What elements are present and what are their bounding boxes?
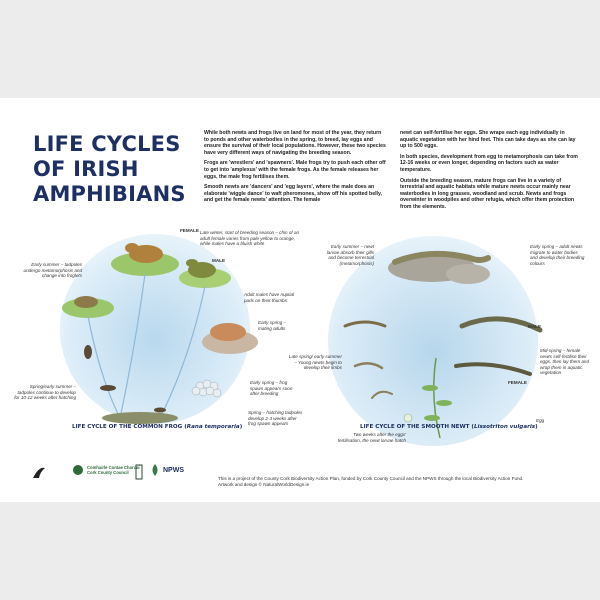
- intro-paragraph: Smooth newts are 'dancers' and 'egg layers', where the male does an elaborate 'wiggle dance' to waft pheromones, show off his spotted belly, and get the female newts' attention. The female: [204, 184, 382, 204]
- note-newt-late-spring: Late spring/ early summer – Young newts begin to develop their limbs: [288, 354, 342, 371]
- intro-paragraph: In both species, development from egg to metamorphosis can take from 12-16 weeks or even longer, depending on factors such as water temperature.: [400, 153, 578, 173]
- frog-female-label: FEMALE: [180, 228, 199, 233]
- title-line-2: OF IRISH: [33, 157, 139, 181]
- plant-leaf: [436, 400, 452, 406]
- bird-icon: [30, 464, 48, 482]
- note-early-summer-froglets: Early summer – tadpoles undergo metamorphosis and change into froglets: [23, 262, 82, 279]
- newt-larva: [355, 363, 382, 368]
- pond-bottom: [102, 412, 178, 424]
- note-spring-hatching: Spring – hatching tadpoles develop 2-3 weeks after frog spawn appears: [248, 410, 303, 427]
- frog-section-title: LIFE CYCLE OF THE COMMON FROG: [72, 424, 183, 430]
- council-name: [87, 465, 140, 476]
- juvenile-newt: [345, 322, 385, 326]
- intro-paragraph: Frogs are 'wrestlers' and 'spawners'. Male frogs try to push each other off to get into 'amplexus' with the female frogs. As the female releases her eggs, the male frog fertilises them.: [204, 160, 386, 180]
- footer-credits: [218, 476, 558, 489]
- note-newt-two-weeks: Two weeks after the eggs' fertilisation, the newt larvae hatch: [337, 432, 406, 443]
- intro-paragraph: Outside the breeding season, mature frogs can live in a variety of terrestrial and aquatic habitats while mature newts occur mainly near waterbodies in long grasses, woodland and scrub. Newts and frogs overwinter in woodpiles and other refugia, which offer them protection from the elements.: [400, 177, 575, 210]
- note-early-spring-spawn: Early spring – frog spawn appears soon after breeding: [250, 380, 293, 397]
- newt-larva: [372, 392, 392, 398]
- npws-text: NPWS: [163, 466, 184, 474]
- npws-leaf-icon: [150, 464, 160, 476]
- newt-section-label: LIFE CYCLE OF THE SMOOTH NEWT (Lissotriton vulgaris): [360, 424, 538, 430]
- footer-credit-text: Artwork and design © NaturalWorldDesign.ie: [218, 482, 310, 488]
- frog-latin-name: Rana temporaria: [186, 424, 240, 430]
- life-cycle-illustrations: [0, 98, 600, 502]
- rock: [446, 264, 490, 284]
- plant-leaf: [422, 385, 438, 391]
- note-newt-early-spring: Early spring – adult newts migrate to water bodies and develop their breeding colours: [530, 244, 585, 266]
- newt-male-label: MALE: [528, 324, 542, 329]
- note-newt-early-summer: Early summer – newt larvae absorb their gills and become terrestrial (metamorphosis): [326, 244, 374, 266]
- note-spring-summer-tadpoles: Spring/early summer – tadpoles continue to develop for 10-12 weeks after hatching: [14, 384, 76, 401]
- tadpole: [84, 345, 166, 413]
- cork-county-council-logo: [72, 464, 140, 476]
- title-line-3: AMPHIBIANS: [33, 182, 186, 206]
- note-newt-mid-spring: Mid-spring – female newts self-fertilise their eggs, then lay them and wrap them in aquatic vegetation: [540, 348, 590, 376]
- frog-male-label: MALE: [212, 258, 226, 263]
- froglet: [74, 296, 98, 308]
- harp-icon: [134, 464, 144, 480]
- lily-stem: [88, 316, 120, 418]
- intro-paragraph: While both newts and frogs live on land for most of the year, they return to ponds and other waterbodies in the spring, to breed, lay eggs and ensure the survival of their local populations. However, these two species have very different ways of navigating the breeding season.: [204, 130, 386, 156]
- council-name-irish: Comhairle Contae Chorcaí: [87, 464, 140, 470]
- npws-logo: [150, 464, 184, 476]
- frog-spawn: [192, 380, 221, 397]
- frog-section-label: LIFE CYCLE OF THE COMMON FROG (Rana temporaria): [72, 424, 243, 430]
- intro-paragraph: newt can self-fertilise her eggs. She wraps each egg individually in aquatic vegetation with her hind feet. This can take days as she can lay up to 500 eggs.: [400, 130, 576, 150]
- female-newt: [456, 364, 530, 374]
- harp-logo: [134, 464, 144, 485]
- lily-stem: [160, 286, 205, 418]
- lily-stem: [120, 274, 145, 418]
- note-newt-egg: Egg: [536, 418, 545, 423]
- newt-female-label: FEMALE: [508, 380, 527, 385]
- bird-logo: [30, 464, 48, 487]
- title-line-1: LIFE CYCLES: [33, 132, 181, 156]
- poster: [0, 98, 600, 502]
- newt-egg: [404, 414, 412, 422]
- note-late-winter: Late winter, start of breeding season – chin of an adult female varies from pale yellow to orange, while males have a bluish white: [200, 230, 300, 247]
- newt-latin-name: Lissotriton vulgaris: [473, 424, 536, 430]
- note-early-spring-mating: Early spring – mating adults: [258, 320, 287, 331]
- newt-section-title: LIFE CYCLE OF THE SMOOTH NEWT: [360, 424, 470, 430]
- note-adult-males: Adult males have nuptial pads on their thumbs: [244, 292, 295, 303]
- plant-leaf: [424, 415, 440, 421]
- council-name-english: Cork County Council: [87, 470, 129, 475]
- footer-project-text: This is a project of the County Cork Biodiversity Action Plan, funded by Cork County Council and the NPWS through the local Biodiversity Action Fund.: [218, 476, 524, 481]
- mating-frogs: [210, 323, 246, 341]
- council-crest-icon: [72, 464, 84, 476]
